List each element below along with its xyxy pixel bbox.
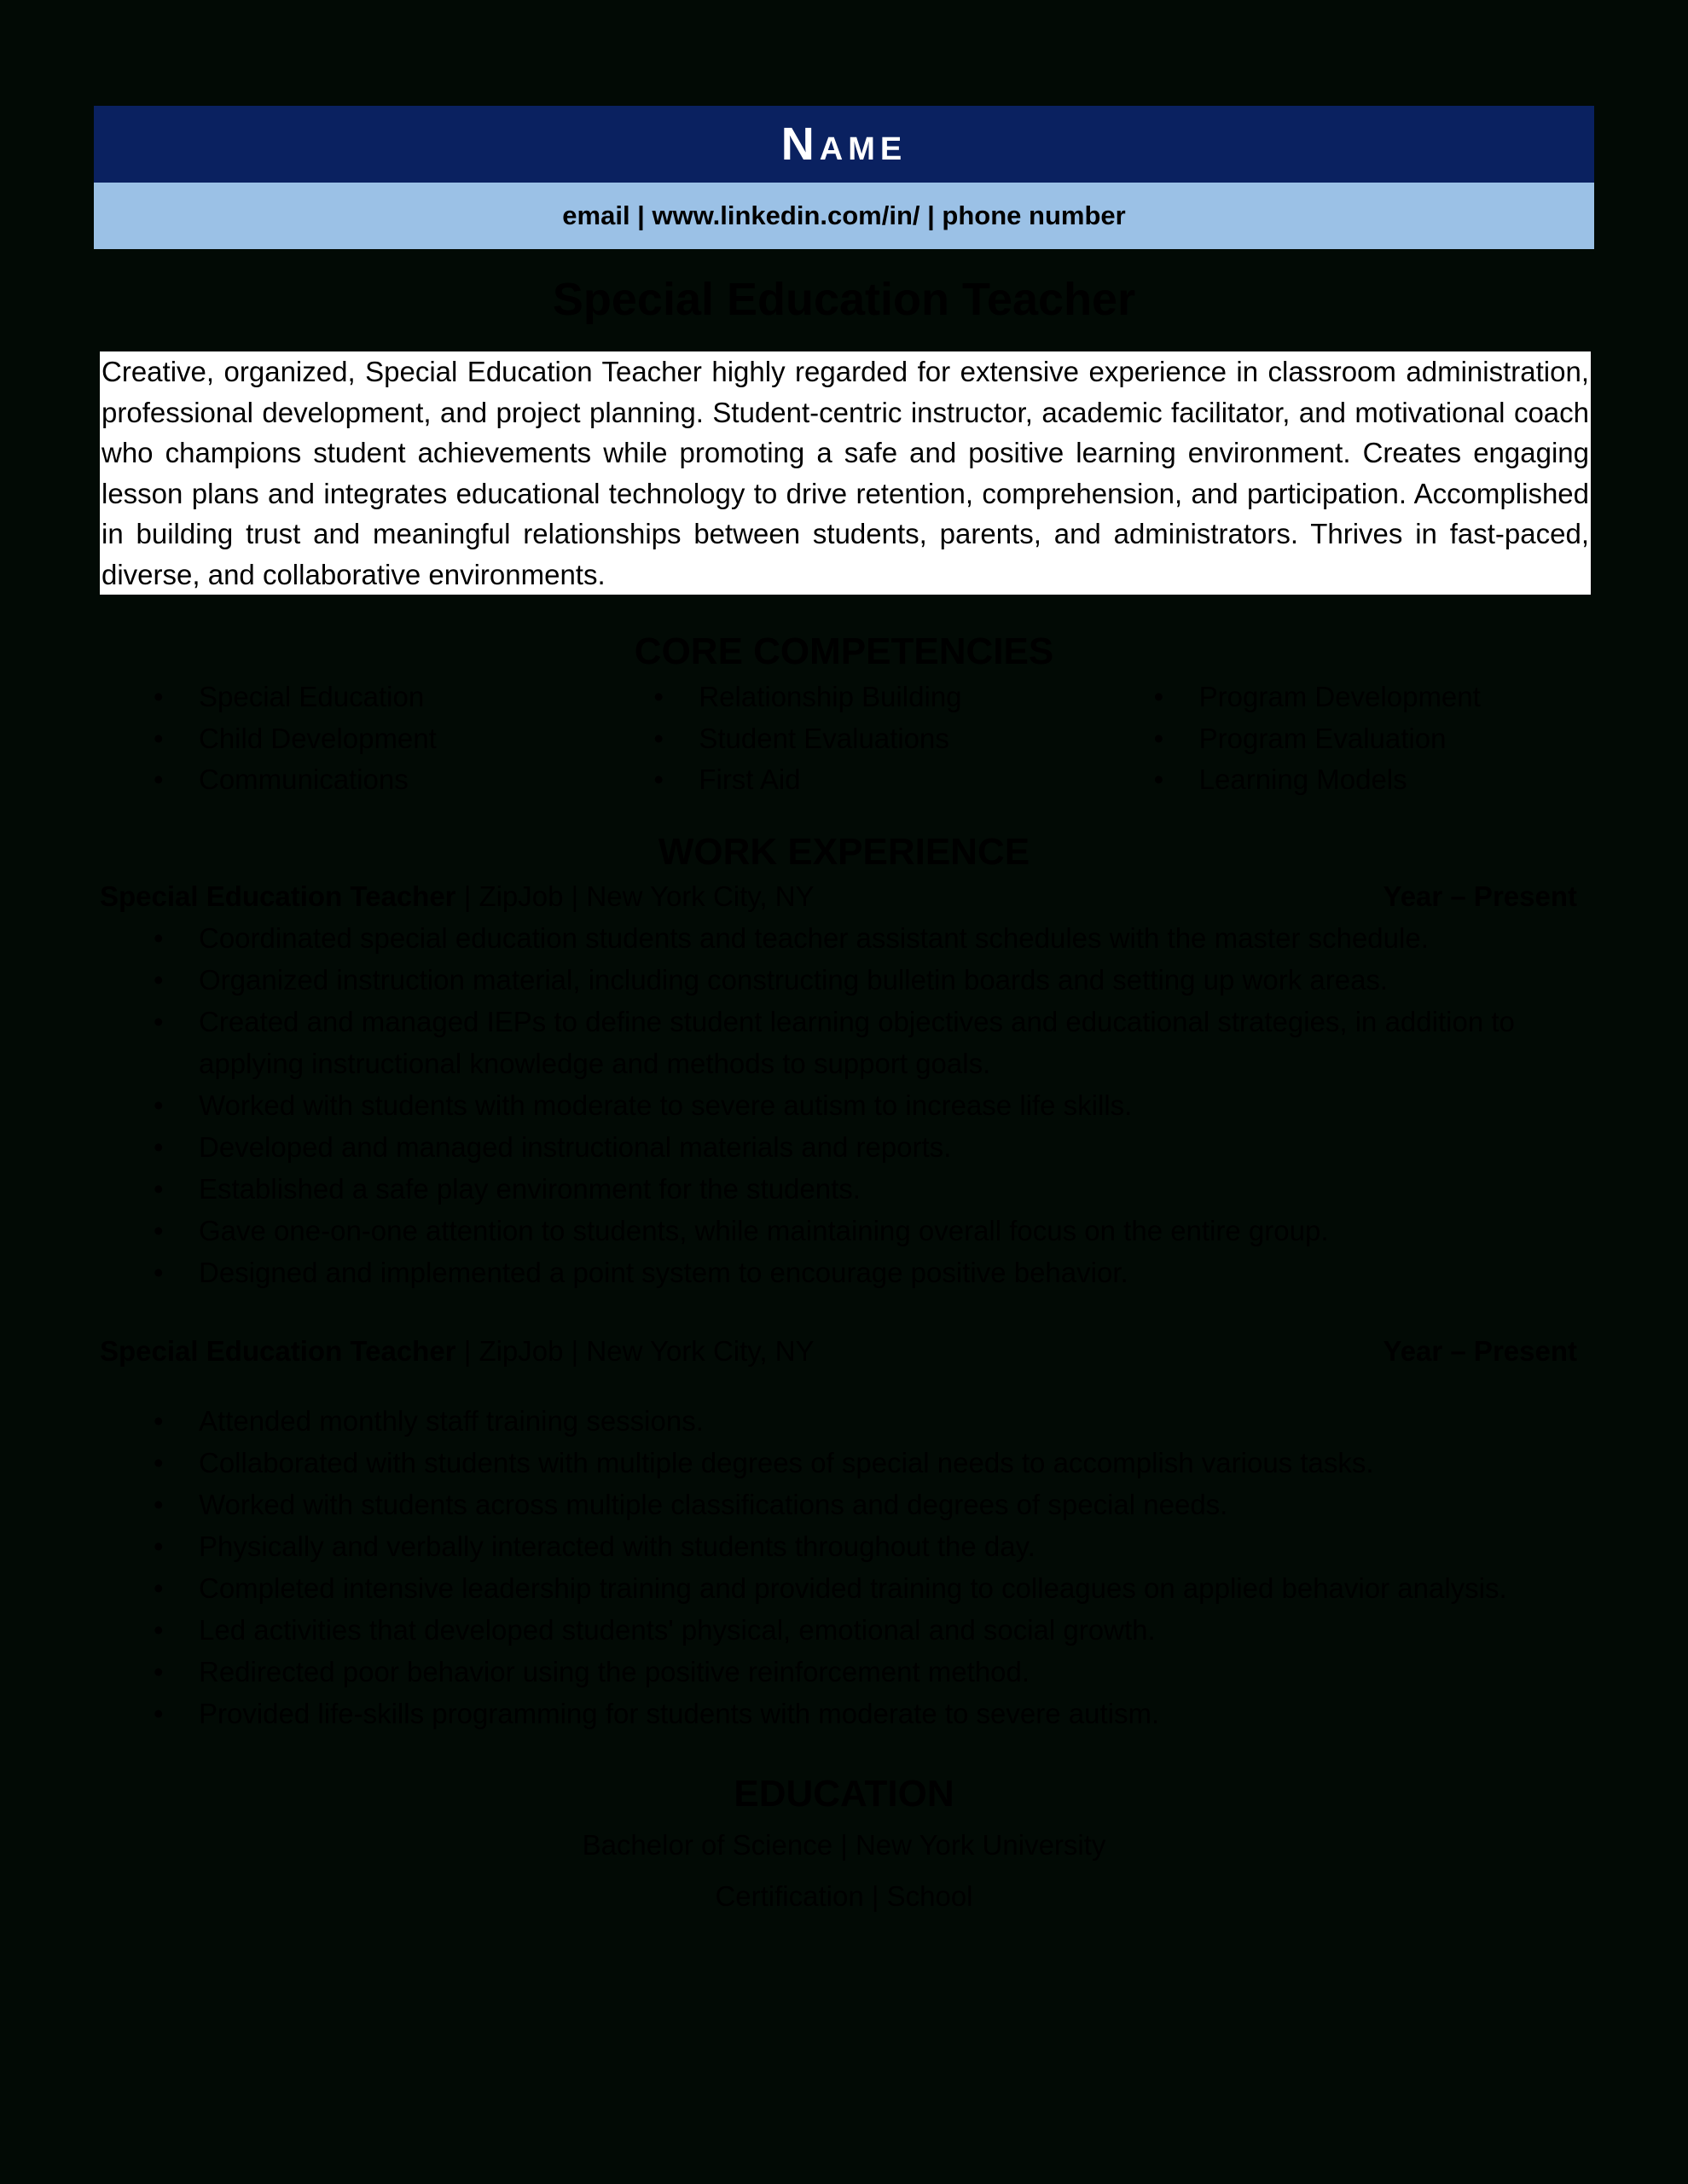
competency-item: • Communications	[94, 759, 594, 801]
experience-heading: WORK EXPERIENCE	[658, 830, 1030, 873]
competency-item: • Relationship Building	[594, 677, 1093, 718]
competency-item: • Program Development	[1094, 677, 1594, 718]
bullet-item: • Attended monthly staff training sessions.	[94, 1400, 1582, 1442]
job-org: | ZipJob | New York City, NY	[455, 1334, 815, 1367]
candidate-name: Name	[780, 119, 908, 170]
bullet-item: • Gave one-on-one attention to students, while maintaining overall focus on the entire group.	[94, 1210, 1582, 1252]
competency-item: • Child Development	[94, 718, 594, 760]
job-org: | ZipJob | New York City, NY	[455, 880, 815, 912]
bullet-item: • Led activities that developed students' physical, emotional and social growth.	[94, 1609, 1582, 1651]
bullet-item: • Developed and managed instructional materials and reports.	[94, 1126, 1582, 1168]
competencies-heading: CORE COMPETENCIES	[634, 630, 1054, 672]
education-degree: Bachelor of Science | New York University	[582, 1828, 1106, 1861]
bullet-item: • Provided life-skills programming for students with moderate to severe autism.	[94, 1693, 1582, 1734]
contact-banner	[94, 183, 1594, 249]
competency-item: • Student Evaluations	[594, 718, 1093, 760]
job-title-text: Special Education Teacher	[100, 1334, 456, 1367]
resume-page	[94, 106, 1594, 1922]
job-title-text: Special Education Teacher	[100, 880, 456, 912]
bullet-item: • Coordinated special education students and teacher assistant schedules with the master schedule.	[94, 917, 1582, 959]
bullet-item: • Created and managed IEPs to define student learning objectives and educational strategies, in addition to applying instructional knowledge and methods to support goals.	[94, 1001, 1582, 1084]
education-certification: Certification | School	[715, 1879, 973, 1912]
job-bullets	[94, 917, 1594, 1293]
competency-item: • First Aid	[594, 759, 1093, 801]
bullet-item: • Designed and implemented a point system to encourage positive behavior.	[94, 1252, 1582, 1293]
summary-paragraph: Creative, organized, Special Education Teacher highly regarded for extensive experience in classroom administration, professional development, and project planning. Student-centric instructor, academic facilitator, and motivational coach who champions student achievements while promoting a safe and positive learning environment. Creates engaging lesson plans and integrates educational technology to drive retention, comprehension, and participation. Accomplished in building trust and meaningful relationships between students, parents, and administrators. Thrives in fast-paced, diverse, and collaborative environments.	[100, 351, 1591, 595]
job-role	[100, 1331, 815, 1372]
job-bullets	[94, 1400, 1594, 1734]
bullet-item: • Completed intensive leadership training and provided training to colleagues on applied behavior analysis.	[94, 1567, 1582, 1609]
competency-item: • Special Education	[94, 677, 594, 718]
job-dates: Year – Present	[1383, 1334, 1577, 1367]
bullet-item: • Redirected poor behavior using the positive reinforcement method.	[94, 1651, 1582, 1693]
job-header	[94, 1331, 1594, 1372]
job-header	[94, 876, 1594, 917]
bullet-item: • Physically and verbally interacted with students throughout the day.	[94, 1525, 1582, 1567]
bullet-item: • Established a safe play environment for the students.	[94, 1168, 1582, 1210]
competency-item: • Learning Models	[1094, 759, 1594, 801]
contact-line: email | www.linkedin.com/in/ | phone number	[562, 200, 1126, 230]
competencies-list	[94, 677, 1594, 801]
bullet-item: • Worked with students with moderate to severe autism to increase life skills.	[94, 1084, 1582, 1126]
bullet-item: • Organized instruction material, including constructing bulletin boards and setting up work areas.	[94, 959, 1582, 1001]
job-role	[100, 876, 815, 917]
job-title: Special Education Teacher	[552, 274, 1136, 325]
education-heading: EDUCATION	[734, 1772, 954, 1815]
competency-item: • Program Evaluation	[1094, 718, 1594, 760]
job-dates: Year – Present	[1383, 880, 1577, 912]
bullet-item: • Collaborated with students with multiple degrees of special needs to accomplish various tasks.	[94, 1442, 1582, 1484]
name-banner	[94, 106, 1594, 183]
bullet-item: • Worked with students across multiple classifications and degrees of special needs.	[94, 1484, 1582, 1525]
